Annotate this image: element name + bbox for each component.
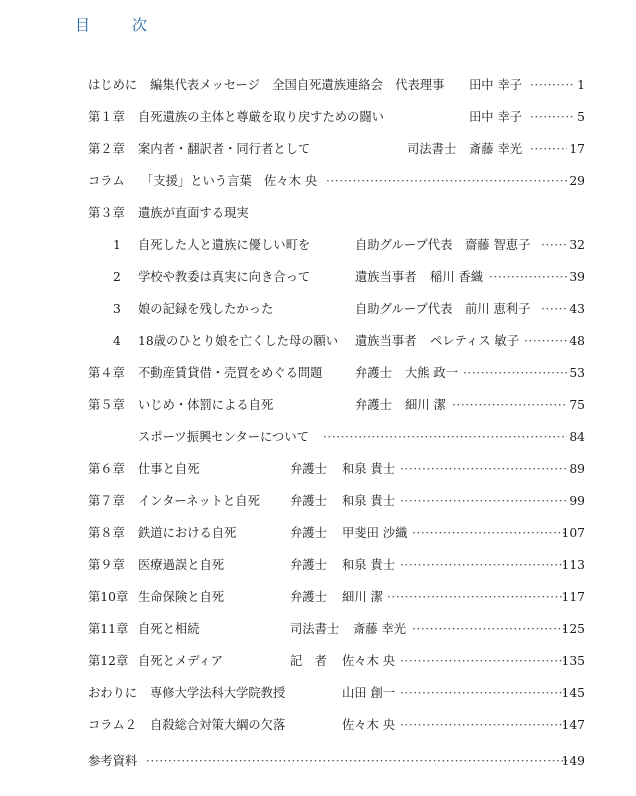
toc-leader (412, 522, 567, 544)
toc-leader (541, 298, 567, 320)
toc-title: 医療過誤と自死 (138, 558, 225, 572)
toc-row-chapter-2[interactable] (0, 138, 636, 160)
toc-number: 1 (113, 238, 121, 252)
toc-label: 第８章 (88, 526, 125, 540)
toc-title: いじめ・体罰による自死 (138, 398, 274, 412)
toc-leader (400, 554, 567, 576)
toc-row-section-2[interactable] (0, 266, 636, 288)
toc-role: 弁護士 (355, 366, 392, 380)
toc-author: 斎藤 幸光 (353, 622, 407, 636)
toc-page: 113 (561, 558, 585, 572)
toc-title: 娘の記録を残したかった (138, 302, 274, 316)
toc-label: 参考資料 (88, 754, 138, 768)
toc-number: 4 (113, 334, 121, 348)
toc-author: 斎藤 幸光 (469, 142, 523, 156)
toc-row-chapter-10[interactable] (0, 586, 636, 608)
toc-title: 学校や教委は真実に向き合って (138, 270, 311, 284)
toc-title: 自死と相続 (138, 622, 200, 636)
toc-leader (530, 138, 567, 160)
title-part2: 次 (132, 16, 148, 34)
toc-author: ペレティス 敏子 (430, 334, 520, 348)
toc-page: 89 (569, 462, 585, 476)
toc-leader (400, 458, 567, 480)
toc-number: 3 (113, 302, 121, 316)
toc-author: 佐々木 央 (342, 718, 396, 732)
toc-page: 29 (569, 174, 585, 188)
toc-role: 自助グループ代表 (355, 238, 453, 252)
toc-label: はじめに (88, 78, 138, 92)
toc-author: 田中 幸子 (469, 78, 523, 92)
toc-title: 自死した人と遺族に優しい町を (138, 238, 311, 252)
toc-page: 48 (569, 334, 585, 348)
toc-label: 第10章 (88, 590, 129, 604)
toc-author: 稲川 香織 (430, 270, 484, 284)
toc-row-chapter-3[interactable] (0, 202, 636, 224)
toc-page: 117 (561, 590, 585, 604)
toc-role: 遺族当事者 (355, 270, 417, 284)
toc-label: 第４章 (88, 366, 125, 380)
toc-title: 専修大学法科大学院教授 (150, 686, 286, 700)
toc-title: 生命保険と自死 (138, 590, 225, 604)
toc-page: 75 (569, 398, 585, 412)
title-part1: 目 (75, 16, 91, 34)
toc-label: 第７章 (88, 494, 125, 508)
toc-role: 弁護士 (290, 494, 327, 508)
toc-author: 前川 恵利子 (465, 302, 531, 316)
toc-title: 鉄道における自死 (138, 526, 237, 540)
toc-label: 第９章 (88, 558, 125, 572)
toc-role: 弁護士 (290, 558, 327, 572)
toc-author: 山田 創一 (342, 686, 396, 700)
toc-leader (400, 490, 567, 512)
toc-row-chapter-4[interactable] (0, 362, 636, 384)
toc-label: 第２章 (88, 142, 125, 156)
toc-leader (530, 106, 573, 128)
toc-label: 第11章 (88, 622, 129, 636)
toc-title: スポーツ振興センターについて (138, 430, 309, 444)
toc-leader (489, 266, 567, 288)
toc-title: 自殺総合対策大綱の欠落 (150, 718, 286, 732)
toc-row-chapter-7[interactable] (0, 490, 636, 512)
toc-number: 2 (113, 270, 121, 284)
toc-page: 5 (577, 110, 585, 124)
toc-label: 第６章 (88, 462, 125, 476)
toc-author: 和泉 貴士 (342, 462, 396, 476)
toc-page: 125 (561, 622, 585, 636)
toc-page: 1 (577, 78, 585, 92)
toc-page: 99 (569, 494, 585, 508)
toc-leader (412, 618, 567, 640)
toc-row-column-1[interactable] (0, 170, 636, 192)
toc-leader (530, 74, 573, 96)
toc-author: 大熊 政一 (405, 366, 459, 380)
toc-label: 第３章 (88, 206, 125, 220)
toc-leader (326, 170, 567, 192)
toc-role: 弁護士 (355, 398, 392, 412)
toc-leader (400, 714, 567, 736)
toc-page: 147 (561, 718, 585, 732)
toc-row-chapter-9[interactable] (0, 554, 636, 576)
toc-row-sports-center[interactable] (0, 426, 636, 448)
toc-author: 齋藤 智恵子 (465, 238, 531, 252)
toc-role: 記 者 (290, 654, 327, 668)
toc-role: 遺族当事者 (355, 334, 417, 348)
toc-role: 司法書士 (290, 622, 340, 636)
toc-role: 弁護士 (290, 462, 327, 476)
toc-leader (146, 750, 567, 772)
toc-title: 自死とメディア (138, 654, 224, 668)
toc-row-chapter-1[interactable] (0, 106, 636, 128)
toc-page: 149 (561, 754, 585, 768)
toc-leader (387, 586, 567, 608)
toc-page: 84 (569, 430, 585, 444)
toc-page: 135 (561, 654, 585, 668)
toc-label: おわりに (88, 686, 138, 700)
toc-role: 弁護士 (290, 590, 327, 604)
toc-page: 39 (569, 270, 585, 284)
toc-page: 32 (569, 238, 585, 252)
toc-title: 不動産賃貸借・売買をめぐる問題 (138, 366, 323, 380)
toc-row-chapter-11[interactable] (0, 618, 636, 640)
toc-title: 自死遺族の主体と尊厳を取り戻すための闘い (138, 110, 384, 124)
toc-label: 第12章 (88, 654, 129, 668)
toc-page: 43 (569, 302, 585, 316)
toc-author: 田中 幸子 (469, 110, 523, 124)
toc-title: 18歳のひとり娘を亡くした母の願い (138, 334, 339, 348)
toc-label: 第１章 (88, 110, 125, 124)
toc-row-section-4[interactable] (0, 330, 636, 352)
toc-row-foreword[interactable] (0, 74, 636, 96)
toc-leader (400, 650, 567, 672)
toc-title: 遺族が直面する現実 (138, 206, 249, 220)
toc-row-section-1[interactable] (0, 234, 636, 256)
toc-author: 和泉 貴士 (342, 494, 396, 508)
toc-author: 細川 潔 (342, 590, 383, 604)
toc-row-afterword[interactable] (0, 682, 636, 704)
toc-row-chapter-12[interactable] (0, 650, 636, 672)
toc-author: 佐々木 央 (342, 654, 396, 668)
toc-label: 第５章 (88, 398, 125, 412)
toc-leader (452, 394, 567, 416)
toc-label: コラム２ (88, 718, 138, 732)
toc-title: 仕事と自死 (138, 462, 200, 476)
toc-leader (463, 362, 567, 384)
toc-role: 自助グループ代表 (355, 302, 453, 316)
toc-title: 「支援」という言葉 佐々木 央 (141, 174, 318, 188)
toc-title: 案内者・翻訳者・同行者として (138, 142, 311, 156)
toc-leader (323, 426, 567, 448)
toc-leader (524, 330, 567, 352)
toc-role: 司法書士 (407, 142, 457, 156)
toc-title: インターネットと自死 (138, 494, 260, 508)
toc-title: 編集代表メッセージ 全国自死遺族連絡会 代表理事 (150, 78, 445, 92)
toc-row-column-2[interactable] (0, 714, 636, 736)
toc-row-chapter-5[interactable] (0, 394, 636, 416)
toc-row-chapter-8[interactable] (0, 522, 636, 544)
toc-page: 145 (561, 686, 585, 700)
toc-label: コラム (88, 174, 125, 188)
toc-page: 107 (561, 526, 585, 540)
toc-leader (400, 682, 567, 704)
toc-row-section-3[interactable] (0, 298, 636, 320)
toc-row-chapter-6[interactable] (0, 458, 636, 480)
toc-role: 弁護士 (290, 526, 327, 540)
toc-author: 和泉 貴士 (342, 558, 396, 572)
toc-author: 甲斐田 沙織 (342, 526, 408, 540)
toc-page: 53 (569, 366, 585, 380)
toc-row-references[interactable] (0, 750, 636, 772)
toc-author: 細川 潔 (405, 398, 446, 412)
toc-leader (541, 234, 567, 256)
toc-page: 17 (569, 142, 585, 156)
